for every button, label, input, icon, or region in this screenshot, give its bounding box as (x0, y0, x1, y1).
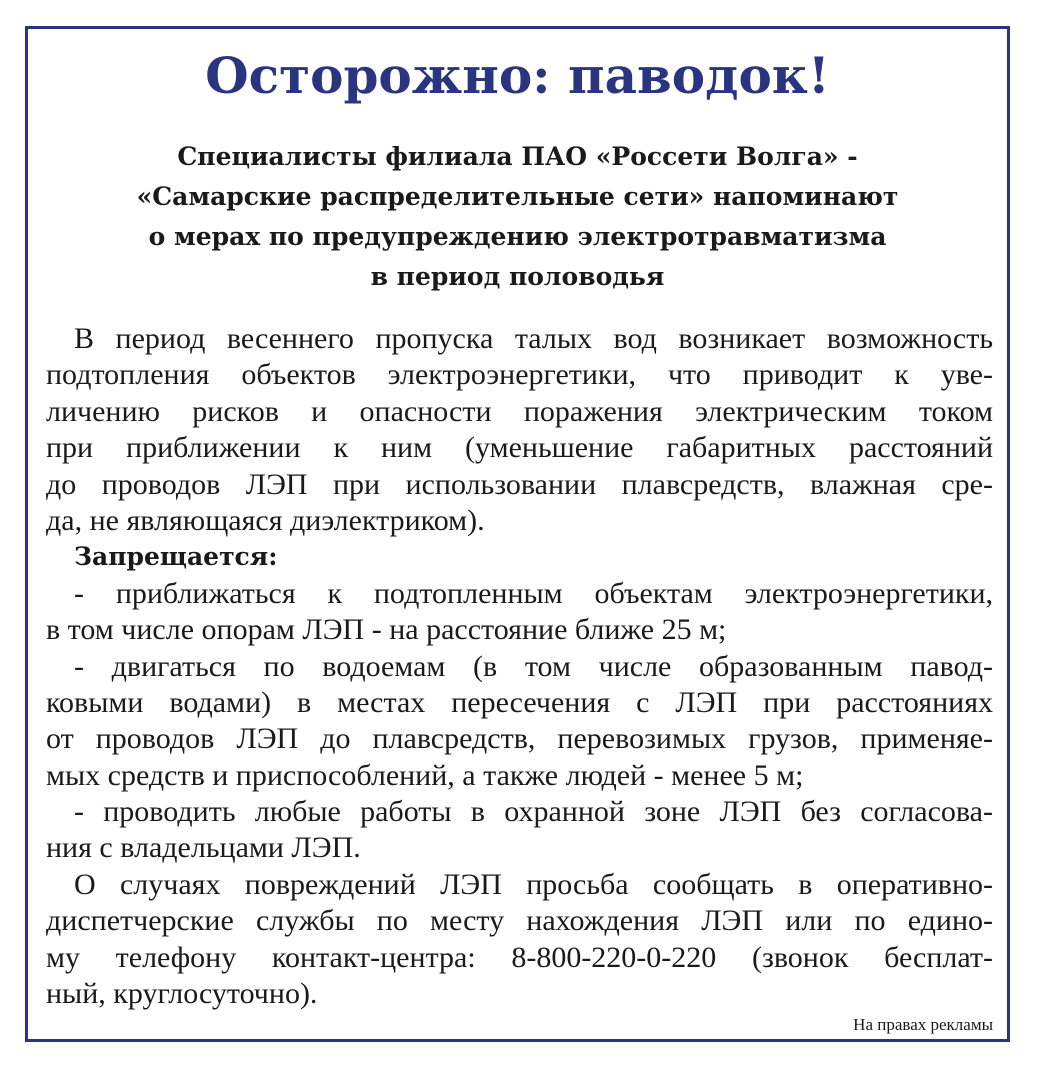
prohibited-heading: Запрещается: (74, 542, 278, 572)
intro-line: да, не являющаяся диэлектриком). (46, 503, 485, 537)
subtitle-line: Специалисты филиала ПАО «Россети Волга» - (177, 142, 858, 171)
rule-line: - проводить любые работы в охранной зоне ЛЭП без согласова- (74, 795, 993, 829)
contact-line: О случаях повреждений ЛЭП просьба сообщать в оперативно- (74, 867, 993, 901)
contact-line: му телефону контакт-центра: 8-800-220-0-220 (звонок бесплат- (46, 940, 993, 974)
rule-line: в том числе опорам ЛЭП - на расстояние ближе 25 м; (46, 613, 727, 647)
contact-line: диспетчерские службы по месту нахождения ЛЭП или по едино- (46, 904, 993, 938)
rule-line: - двигаться по водоемам (в том числе образованным павод- (74, 649, 993, 683)
notice-body (46, 321, 993, 1012)
subtitle-line: в период половодья (370, 262, 665, 291)
intro-line: В период весеннего пропуска талых вод возникает возможность (74, 322, 993, 355)
subtitle-line: «Самарские распределительные сети» напоминают (136, 182, 899, 211)
contact-line: ный, круглосуточно). (46, 977, 318, 1011)
rule-line: - приближаться к подтопленным объектам электроэнергетики, (74, 576, 993, 610)
notice-subtitle (38, 137, 997, 297)
rule-line: от проводов ЛЭП до плавсредств, перевозимых грузов, применяе- (46, 722, 993, 756)
intro-line: до проводов ЛЭП при использовании плавсредств, влажная сре- (46, 467, 993, 501)
intro-line: личению рисков и опасности поражения электрическим током (46, 394, 993, 428)
rule-line: ковыми водами) в местах пересечения с ЛЭП при расстояниях (46, 685, 993, 719)
rule-line: мых средств и приспособлений, а также людей - менее 5 м; (46, 758, 804, 792)
intro-line: при приближении к ним (уменьшение габаритных расстояний (46, 431, 993, 465)
notice-title: Осторожно: паводок! (205, 46, 830, 105)
subtitle-line: о мерах по предупреждению электротравматизма (148, 222, 887, 251)
notice-frame (25, 26, 1010, 1042)
intro-line: подтопления объектов электроэнергетики, что приводит к уве- (46, 358, 993, 392)
advertising-note: На правах рекламы (853, 1015, 993, 1034)
rule-line: ния с владельцами ЛЭП. (46, 831, 361, 865)
